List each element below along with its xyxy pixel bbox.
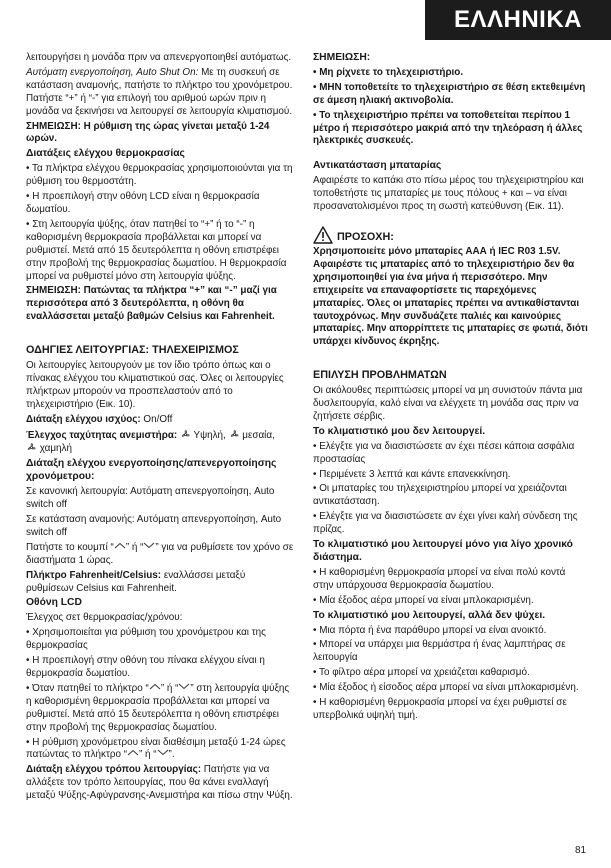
subsection-heading: Το κλιματιστικό μου λειτουργεί μόνο για λίγο χρονικό διάστημα. [313,539,573,563]
list-item: • Το τηλεχειριστήριο πρέπει να τοποθετείται περίπου 1 μέτρο ή περισσότερο μακριά από την τηλεόραση ή άλλες ηλεκτρικές συσκευές. [313,109,583,147]
list-item: • Η ρύθμιση χρονόμετρου είναι διαθέσιμη μεταξύ 1-24 ώρες πατώντας το πλήκτρο “ ” ή “ ”. [26,736,286,761]
language-banner [425,0,611,40]
paragraph: Έλεγχος σετ θερμοκρασίας/χρόνου: [26,612,183,624]
paragraph: Αυτόματη ενεργοποίηση, Auto Shut On: Με τη συσκευή σε κατάσταση αναμονής, πατήστε το πλήκτρο του χρονόμετρου. Πατήστε “+” ή “-” για επιλογή του αριθμού ωρών πριν η μονάδα να ξεκινήσει να λειτουργεί σε λειτουργία κλιματισμού. [26,66,293,117]
chevron-down-icon [143,542,155,549]
section-heading: ΟΔΗΓΙΕΣ ΛΕΙΤΟΥΡΓΙΑΣ: ΤΗΛΕΧΕΙΡΙΣΜΟΣ [26,344,239,357]
caution-heading-row [313,226,588,244]
paragraph: Διάταξη ελέγχου ισχύος: On/Off [26,413,173,425]
list-item: • Μια πόρτα ή ένα παράθυρο μπορεί να είναι ανοικτό. [313,624,547,636]
paragraph: Πλήκτρο Fahrenheit/Celsius: εναλλάσσει μεταξύ ρυθμίσεων Celsius και Fahrenheit. [26,569,246,594]
page-number: 81 [575,845,587,856]
chevron-up-icon [149,683,161,690]
list-item: • Μία έξοδος αέρα μπορεί να είναι μπλοκαρισμένη. [313,594,534,606]
list-item: • Χρησιμοποιείται για ρύθμιση του χρονόμετρου και της θερμοκρασίας [26,627,266,652]
list-item: • Τα πλήκτρα ελέγχου θερμοκρασίας χρησιμοποιούνται για τη ρύθμιση του θερμοστάτη. [26,163,293,188]
section-heading: Αντικατάσταση μπαταρίας [313,160,442,172]
paragraph: Πατήστε το κουμπί “ ” ή “ ” για να ρυθμίσετε τον χρόνο σε διαστήματα 1 ώρας. [26,541,294,566]
warning-triangle-icon [313,226,333,244]
fan-icon [26,442,37,453]
note: ΣΗΜΕΙΩΣΗ: Πατώντας τα πλήκτρα “+” και “-” μαζί για περισσότερα από 3 δευτερόλεπτα, η οθόνη θα εναλλάσσεται μεταξύ βαθμών Celsius και Fahrenheit. [26,285,277,323]
section-heading: Διατάξεις ελέγχου θερμοκρασίας [26,148,185,160]
chevron-down-icon [178,683,190,690]
list-item: • Η προεπιλογή στην οθόνη του πίνακα ελέγχου είναι η θερμοκρασία δωματίου. [26,655,265,679]
list-item: • Περιμένετε 3 λεπτά και κάντε επανεκκίνηση. [313,468,511,480]
paragraph: λειτουργήσει η μονάδα πριν να απενεργοποιηθεί αυτόματως. [26,52,292,63]
language-title: ΕΛΛΗΝΙΚΑ [453,6,583,33]
list-item: • ΜΗΝ τοποθετείτε το τηλεχειριστήριο σε θέση εκτεθειμένη σε άμεση ηλιακή ακτινοβολία. [313,81,586,106]
note: ΣΗΜΕΙΩΣΗ: Η ρύθμιση της ώρας γίνεται μεταξύ 1-24 ωρών. [26,120,270,145]
chevron-up-icon [127,749,139,756]
paragraph: Σε κατάσταση αναμονής: Αυτόματη απενεργοποίηση, Auto switch off [26,514,282,538]
paragraph: Σε κανονική λειτουργία: Αυτόματη απενεργοποίηση, Auto switch off [26,486,275,511]
subsection-heading: Το κλιματιστικό μου δεν λειτουργεί. [313,425,486,437]
paragraph: Διάταξη ελέγχου τρόπου λειτουργίας: Πατήστε για να αλλάξετε τον τρόπο λειτουργίας, που θα κάνει εναλλαγή μεταξύ Ψύξης-Αφύγρανσης-Ανεμιστήρα και πίσω στην Ψύξη. [26,764,293,802]
list-item: • Όταν πατηθεί το πλήκτρο “ ” ή “ ” στη λειτουργία ψύξης η καθορισμένη θερμοκρασία προβάλλεται και μπορεί να ρυθμιστεί. Μετά από 15 δευτερόλεπτα η οθόνη επιστρέφει στην προβολή της θερμοκρασίας δωματίου. [26,682,290,733]
list-item: • Στη λειτουργία ψύξης, όταν πατηθεί το “+” ή το “-” η καθορισμένη θερμοκρασία προβάλλεται και μπορεί να ρυθμιστεί. Μετά από 15 δευτερόλεπτα η οθόνη επιστρέφει στην προβολή της θερμοκρασίας δωματίου. Η θερμοκρασία μπορεί να ρυθμιστεί μόνο στη λειτουργία ψύξης. [26,218,287,282]
list-item: • Μία έξοδος ή είσοδος αέρα μπορεί να είναι μπλοκαρισμένη. [313,682,579,694]
fan-icon [229,429,240,440]
paragraph: Οι ακόλουθες περιπτώσεις μπορεί να μη συνιστούν πάντα μια δυσλειτουργία, καλό είναι να ελέγχετε τη μονάδα σας πριν να ζητήσετε σέρβις. [313,385,583,422]
right-column [313,52,588,725]
list-item: • Οι μπαταρίες του τηλεχειριστηρίου μπορεί να χρειάζονται αντικατάσταση. [313,483,567,508]
caution-heading: ΠΡΟΣΟΧΗ: [337,231,394,244]
auto-shut-on-label: Αυτόματη ενεργοποίηση, Auto Shut On: [26,66,199,78]
left-column [26,52,294,805]
list-item: • Η καθορισμένη θερμοκρασία μπορεί να έχει ρυθμιστεί σε υπερβολικά υψηλή τιμή. [313,697,567,721]
chevron-down-icon [157,749,169,756]
list-item: • Μπορεί να υπάρχει μια θερμάστρα ή ένας λαμπτήρας σε λειτουργία [313,639,566,664]
section-heading: Οθόνη LCD [26,597,82,609]
list-item: • Η προεπιλογή στην οθόνη LCD είναι η θερμοκρασία δωματίου. [26,191,260,215]
list-item: • Μη ρίχνετε το τηλεχειριστήριο. [313,66,464,78]
list-item: • Η καθορισμένη θερμοκρασία μπορεί να είναι πολύ κοντά στην υπάρχουσα θερμοκρασία δωματίου. [313,566,566,591]
list-item: • Ελέγξτε για να διασιστώσετε αν έχει πέσει κάποια ασφάλια προστασίας [313,440,575,465]
list-item: • Ελέγξτε για να διασιστώσετε αν έχει γίνει καλή σύνδεση της πρίζας. [313,511,578,536]
subsection-heading: Το κλιματιστικό μου λειτουργεί, αλλά δεν ψύχει. [313,609,546,621]
paragraph: Αφαιρέστε το καπάκι στο πίσω μέρος του τηλεχειριστηρίου και τοποθετήστε τις μπαταρίες με τους πόλους + και – να είναι προσανατολισμένοι προς τη σωστή κατεύθυνση (Εικ. 11). [313,175,584,213]
section-heading: ΣΗΜΕΙΩΣΗ: [313,52,371,63]
section-heading: ΕΠΙΛΥΣΗ ΠΡΟΒΛΗΜΑΤΩΝ [313,369,447,382]
section-heading: Διάταξη ελέγχου ενεργοποίησης/απενεργοποίησης χρονόμετρου: [26,458,277,483]
chevron-up-icon [114,542,126,549]
paragraph: Οι λειτουργίες λειτουργούν με τον ίδιο τρόπο όπως και ο πίνακας ελέγχου του κλιματιστικού σας. Όλες οι λειτουργίες πλήκτρων μπορούν να προσπελαστούν από το τηλεχειριστήριο (Εικ. 10). [26,360,284,410]
fan-icon [180,429,191,440]
paragraph: Έλεγχος ταχύτητας ανεμιστήρα: Υψηλή, μεσαία, χαμηλή [26,429,275,455]
list-item: • Το φίλτρο αέρα μπορεί να χρειάζεται καθαρισμό. [313,667,530,679]
caution-text: Χρησιμοποιείτε μόνο μπαταρίες ΑΑΑ ή IEC R03 1.5V. Αφαιρέστε τις μπαταρίες από το τηλεχειριστήριο δεν θα χρησιμοποιηθεί για ένα μήνα ή περισσότερο. Μην επιχειρείτε να επαναφορτίσετε τις παρεχόμενες μπαταρίες. Όλες οι μπαταρίες πρέπει να αντικαθίστανται ταυτοχρόνως. Μην συνδυάζετε παλιές και καινούριες μπαταρίες. Μην απορρίπτετε τις μπαταρίες σε φωτιά, διότι υπάρχει κίνδυνος έκρηξης. [313,245,588,348]
